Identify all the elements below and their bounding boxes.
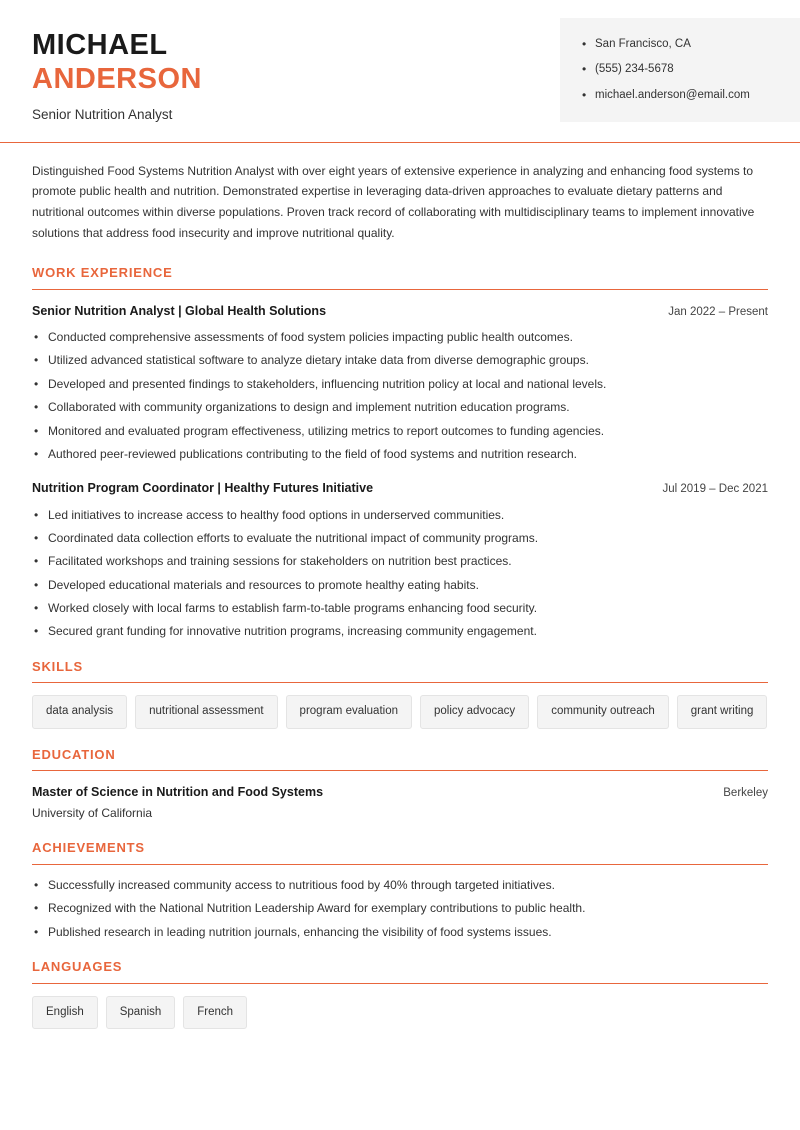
language-tag: English: [32, 996, 98, 1029]
experience-bullet: • Conducted comprehensive assessments of food system policies impacting public health outcomes.: [32, 329, 768, 346]
achievement-item: • Recognized with the National Nutrition Leadership Award for exemplary contributions to public health.: [32, 900, 768, 917]
experience-bullets: [32, 507, 768, 641]
section-divider-skills: [32, 682, 768, 683]
education-entry-head: [32, 783, 768, 802]
header-identity: [32, 18, 202, 126]
experience-title: Senior Nutrition Analyst | Global Health Solutions: [32, 303, 327, 318]
experience-bullet: • Developed and presented findings to stakeholders, influencing nutrition policy at local and national levels.: [32, 376, 768, 393]
skill-tag: policy advocacy: [420, 695, 529, 728]
section-divider-work-experience: [32, 289, 768, 290]
experience-bullet: • Utilized advanced statistical software to analyze dietary intake data from diverse demographic groups.: [32, 352, 768, 369]
skill-tag: data analysis: [32, 695, 127, 728]
section-languages: [32, 957, 768, 1029]
skill-tag: program evaluation: [286, 695, 412, 728]
section-skills: [32, 657, 768, 729]
section-divider-education: [32, 770, 768, 771]
languages-tag-row: [32, 996, 768, 1029]
education-institution: University of California: [32, 806, 153, 821]
language-tag: Spanish: [106, 996, 176, 1029]
experience-bullet: • Led initiatives to increase access to healthy food options in underserved communities.: [32, 507, 768, 524]
section-title-education: EDUCATION: [32, 746, 116, 762]
contact-box: [560, 18, 800, 122]
experience-bullets: [32, 329, 768, 463]
contact-phone[interactable]: • (555) 234-5678: [582, 57, 782, 82]
experience-entry: [32, 302, 768, 464]
section-title-languages: LANGUAGES: [32, 959, 123, 975]
section-education: [32, 745, 768, 823]
section-title-work-experience: WORK EXPERIENCE: [32, 265, 173, 281]
experience-date: Jan 2022 – Present: [668, 305, 768, 318]
education-location: Berkeley: [723, 787, 768, 800]
experience-entry-head: [32, 302, 768, 321]
education-degree: Master of Science in Nutrition and Food Systems: [32, 785, 324, 800]
section-achievements: [32, 838, 768, 941]
experience-bullet: • Monitored and evaluated program effectiveness, utilizing metrics to report outcomes to funding agencies.: [32, 423, 768, 440]
skill-tag: grant writing: [677, 695, 768, 728]
experience-title: Nutrition Program Coordinator | Healthy Futures Initiative: [32, 481, 374, 496]
experience-entry: [32, 479, 768, 641]
resume-body: [0, 143, 800, 1039]
experience-entry-head: [32, 479, 768, 498]
experience-bullet: • Secured grant funding for innovative nutrition programs, increasing community engagement.: [32, 623, 768, 640]
skill-tag: nutritional assessment: [135, 695, 277, 728]
experience-bullet: • Authored peer-reviewed publications contributing to the field of food systems and nutrition research.: [32, 446, 768, 463]
experience-bullet: • Developed educational materials and resources to promote healthy eating habits.: [32, 577, 768, 594]
experience-bullet: • Facilitated workshops and training sessions for stakeholders on nutrition best practices.: [32, 553, 768, 570]
skills-tag-row: [32, 695, 768, 728]
professional-summary: Distinguished Food Systems Nutrition Analyst with over eight years of extensive experience in analyzing and enhancing food systems to promote public health and nutrition. Demonstrated expertise in leveraging data-driven approaches to evaluate dietary patterns and nutritional outcomes within diverse populations. Proven track record of collaborating with multidisciplinary teams to implement innovative solutions that address food insecurity and improve nutritional quality.: [32, 163, 755, 240]
section-divider-languages: [32, 983, 768, 984]
education-entry: [32, 783, 768, 822]
section-work-experience: [32, 263, 768, 641]
resume-header: [0, 0, 800, 126]
contact-location: • San Francisco, CA: [582, 32, 782, 57]
job-title: Senior Nutrition Analyst: [32, 107, 173, 123]
achievement-item: • Published research in leading nutrition journals, enhancing the visibility of food systems issues.: [32, 924, 768, 941]
section-title-skills: SKILLS: [32, 658, 84, 674]
first-name: MICHAEL: [32, 29, 168, 61]
contact-list: [582, 32, 782, 108]
last-name: ANDERSON: [32, 63, 202, 96]
experience-date: Jul 2019 – Dec 2021: [662, 483, 768, 496]
achievements-list: [32, 877, 768, 941]
skill-tag: community outreach: [537, 695, 669, 728]
experience-bullet: • Collaborated with community organizations to design and implement nutrition education programs.: [32, 399, 768, 416]
section-divider-achievements: [32, 864, 768, 865]
experience-bullet: • Coordinated data collection efforts to evaluate the nutritional impact of community programs.: [32, 530, 768, 547]
experience-bullet: • Worked closely with local farms to establish farm-to-table programs enhancing food security.: [32, 600, 768, 617]
achievement-item: • Successfully increased community access to nutritious food by 40% through targeted initiatives.: [32, 877, 768, 894]
section-title-achievements: ACHIEVEMENTS: [32, 840, 145, 856]
language-tag: French: [183, 996, 247, 1029]
contact-email[interactable]: • michael.anderson@email.com: [582, 83, 782, 108]
